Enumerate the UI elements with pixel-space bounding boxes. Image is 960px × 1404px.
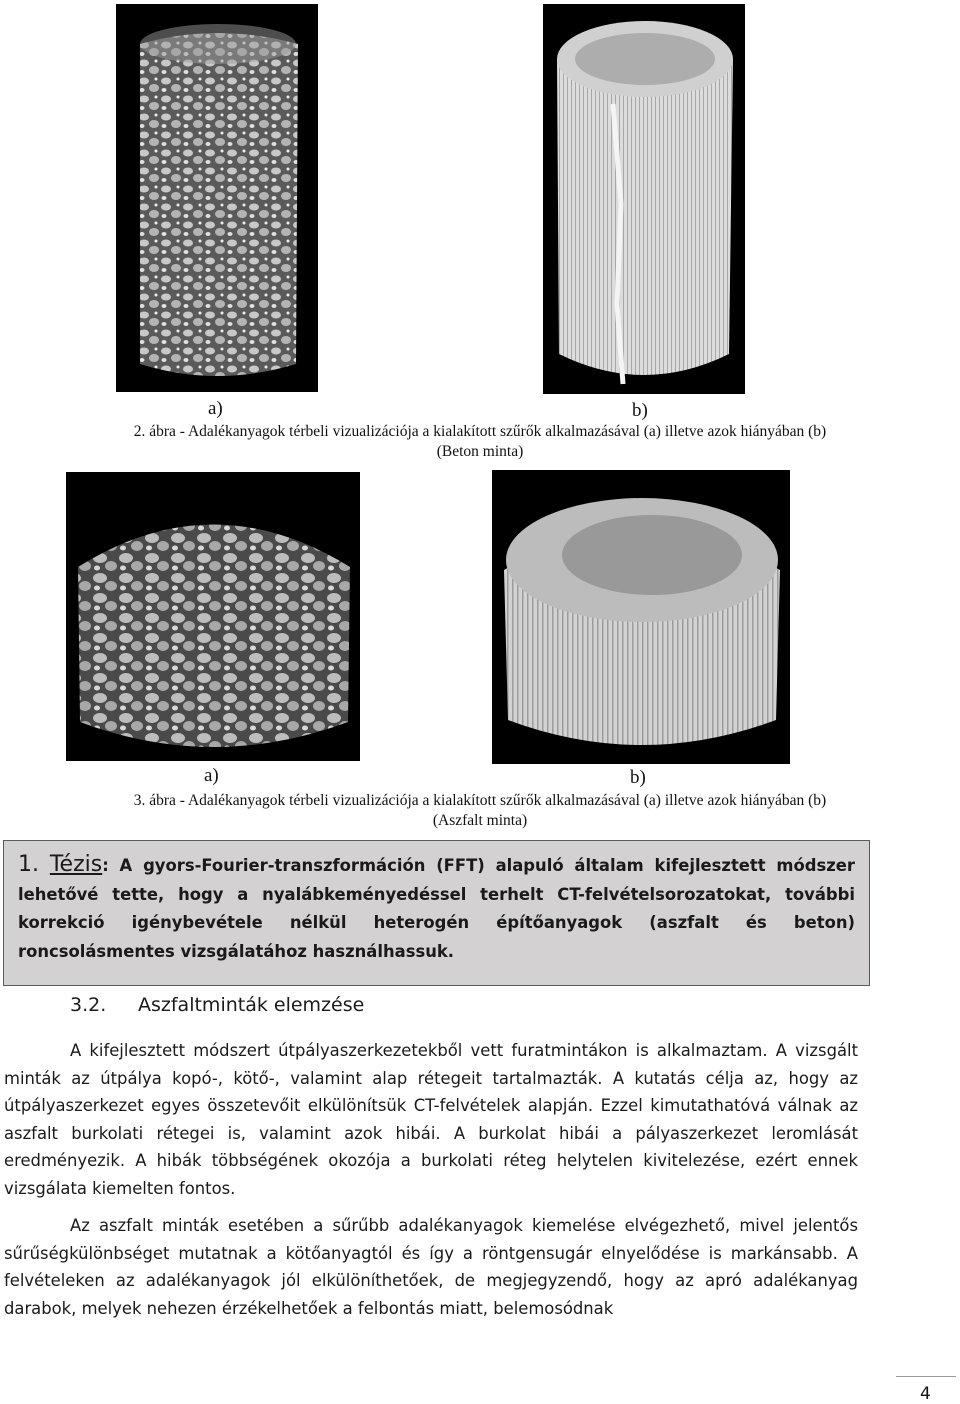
thesis-word: Tézis [49,852,103,877]
figure2-caption-line1: 2. ábra - Adalékanyagok térbeli vizualizációja a kialakított szűrők alkalmazásával (a) illetve azok hiányában (b) [133,423,827,440]
figure3-image-a [66,472,360,761]
figure3-label-b: b) [630,767,646,788]
thesis-text: : A gyors-Fourier-transzformáción (FFT) alapuló általam kifejlesztett módszer lehetővé tette, hogy a nyalábkeményedéssel terhelt CT-felvételsorozatokat, további korrekció igénybevétele nélkül heterogén építőanyagok (aszfalt és beton) roncsolásmentes vizsgálatához használhassuk. [18,856,855,961]
figure2-label-a: a) [208,398,223,419]
section-title: Aszfaltminták elemzése [138,994,365,1016]
asphalt-core-unfiltered-render [492,470,790,764]
section-number: 3.2. [70,994,107,1016]
figure3-label-a: a) [204,765,219,786]
figure3-caption [0,791,960,831]
page-number: 4 [920,1384,931,1404]
figure2-image-a [116,4,318,392]
figure3-caption-line2: (Aszfalt minta) [432,812,528,829]
asphalt-core-filtered-render [66,472,360,761]
figure2-caption-line2: (Beton minta) [436,443,524,460]
thesis-statement [18,851,855,966]
thesis-box [3,840,870,986]
figure3-image-b [492,470,790,764]
figure3-caption-line1: 3. ábra - Adalékanyagok térbeli vizualizációja a kialakított szűrők alkalmazásával (a) illetve azok hiányában (b) [133,792,827,809]
concrete-core-filtered-render [116,4,318,392]
figure2-label-b: b) [632,400,648,421]
body-paragraph-1: A kifejlesztett módszert útpályaszerkezetekből vett furatmintákon is alkalmaztam. A vizsgált minták az útpálya kopó-, kötő-, valamint alap rétegeit tartalmazták. A kutatás célja az, hogy az útpályaszerkezet egyes összetevőit elkülönítsük CT-felvételek alapján. Ezzel kimutathatóvá válnak az aszfalt burkolati rétegei is, valamint azok hibái. A burkolat hibái a pályaszerkezet leromlását eredményezik. A hibák többségének okozója a burkolati réteg helytelen kivitelezése, ezért ennek vizsgálata kiemelten fontos. [4,1041,858,1198]
figure2-image-b [543,4,745,394]
concrete-core-unfiltered-render [543,4,745,394]
figure2-caption [0,422,960,462]
thesis-number: 1. [18,852,39,877]
page-number-rule [896,1376,956,1377]
section-heading [70,994,364,1016]
body-paragraph-2: Az aszfalt minták esetében a sűrűbb adalékanyagok kiemelése elvégezhető, mivel jelentős sűrűségkülönbséget mutatnak a kötőanyagtól és így a röntgensugár elnyelődése is markánsabb. A felvételeken az adalékanyagok jól elkülöníthetőek, de megjegyzendő, hogy az apró adalékanyag darabok, melyek nehezen érzékelhetőek a felbontás miatt, belemosódnak [4,1216,858,1318]
